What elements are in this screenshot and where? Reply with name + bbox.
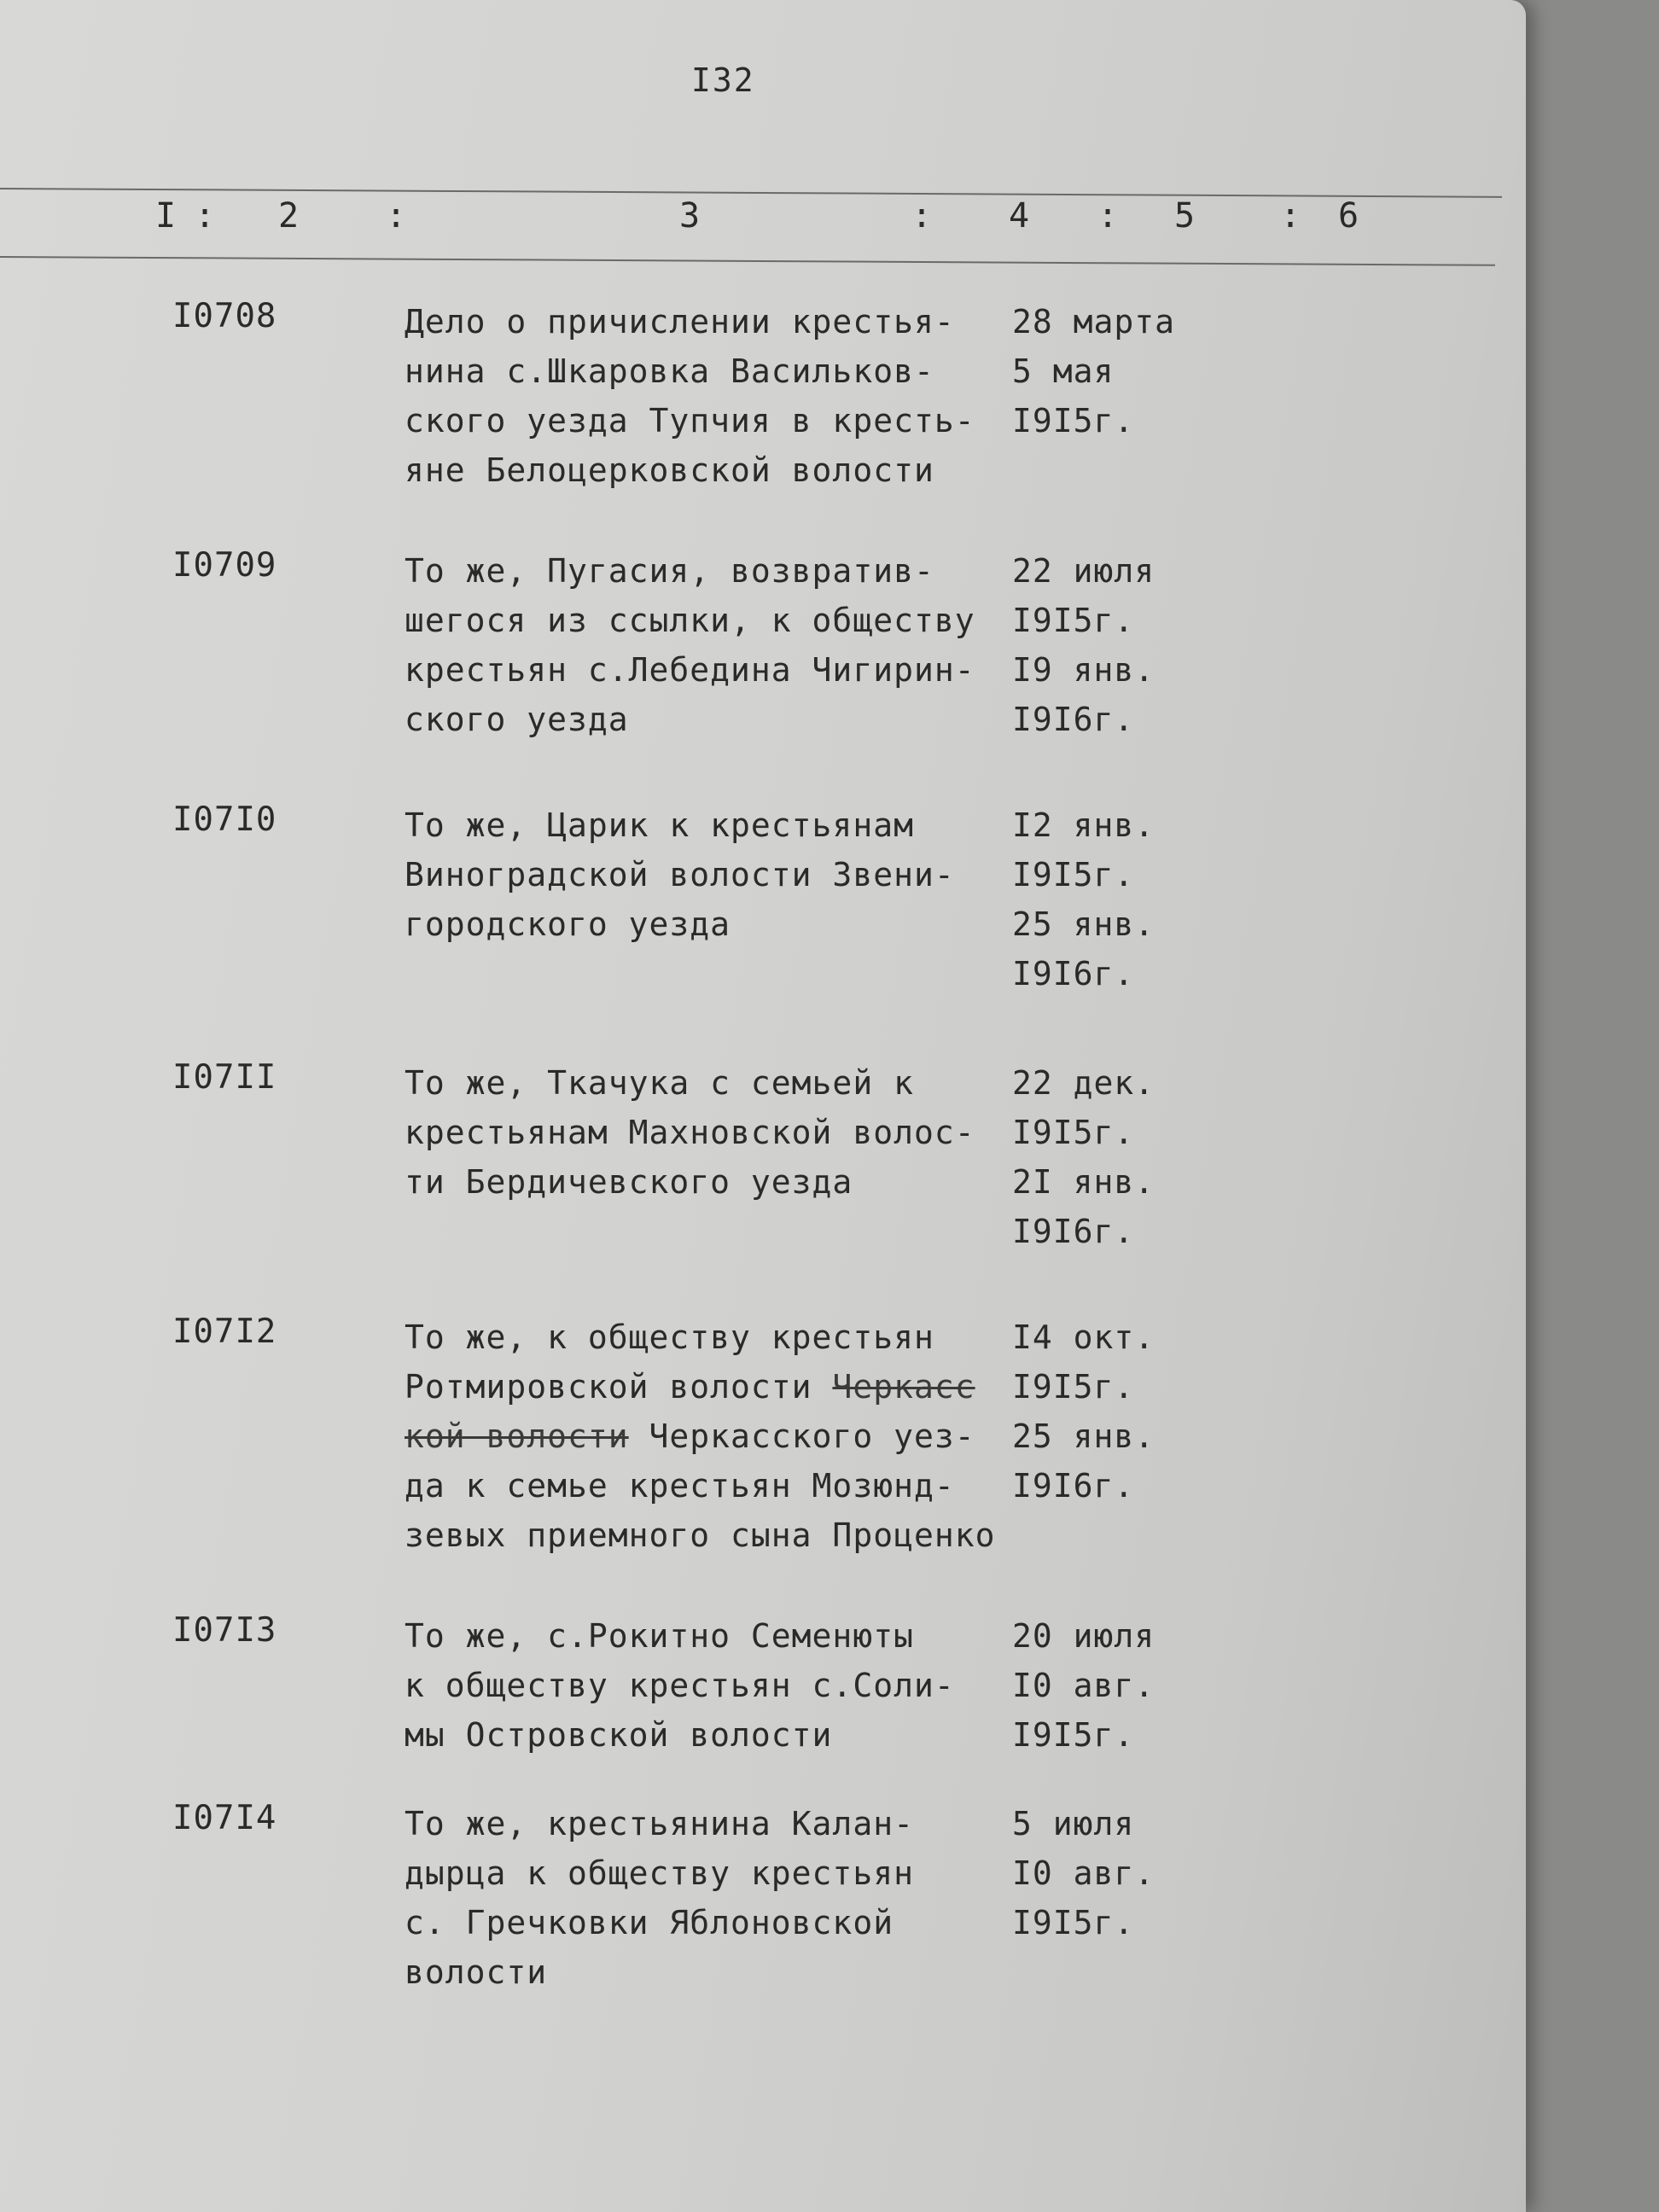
description-line: с. Гречковки Яблоновской [405, 1904, 894, 1941]
entry-number: I07I2 [172, 1313, 277, 1351]
description-line: То же, крестьянина Калан- [405, 1805, 914, 1842]
date-line: I9I6г. [1012, 1213, 1135, 1250]
description-line: шегося из ссылки, к обществу [405, 602, 975, 639]
date-line: I9I5г. [1012, 1114, 1135, 1151]
entry-description [405, 1313, 995, 1560]
date-line: 25 янв. [1012, 905, 1155, 943]
date-line: I9I5г. [1012, 1368, 1135, 1406]
date-line: 20 июля [1012, 1617, 1155, 1655]
column-separator: : [386, 196, 407, 236]
struck-through-text: кой волости [405, 1417, 629, 1455]
entry-number: I07I4 [172, 1799, 277, 1837]
date-line: I9I5г. [1012, 402, 1135, 439]
column-header-1: I [155, 196, 177, 236]
entry-dates [1012, 1611, 1155, 1760]
description-line: крестьян с.Лебедина Чигирин- [405, 651, 975, 689]
column-header-5: 5 [1174, 196, 1196, 236]
entry-dates [1012, 1313, 1155, 1511]
date-line: I9I6г. [1012, 955, 1135, 992]
date-line: I9I6г. [1012, 1467, 1135, 1505]
column-header-3: 3 [679, 196, 701, 236]
column-header-2: 2 [278, 196, 300, 236]
date-line: I4 окт. [1012, 1318, 1155, 1356]
description-line: мы Островской волости [405, 1716, 833, 1754]
description-line: То же, с.Рокитно Семенюты [405, 1617, 914, 1655]
header-rule-bottom [0, 256, 1495, 266]
description-line: Дело о причислении крестья- [405, 303, 955, 341]
date-line: 5 июля [1012, 1805, 1135, 1842]
column-separator: : [911, 196, 933, 236]
description-line [405, 1412, 995, 1461]
description-line: То же, Пугасия, возвратив- [405, 552, 934, 590]
entry-dates [1012, 1058, 1155, 1256]
date-line: I9I5г. [1012, 602, 1135, 639]
entry-number: I07II [172, 1058, 277, 1097]
description-line: волости [405, 1953, 548, 1991]
entry-dates [1012, 546, 1155, 744]
entry-description [405, 1611, 955, 1760]
struck-through-text: Черкасс [832, 1368, 975, 1406]
page-number: I32 [691, 61, 755, 99]
description-line: То же, Царик к крестьянам [405, 806, 914, 844]
entry-number: I0709 [172, 546, 277, 585]
date-line: 28 марта [1012, 303, 1176, 341]
entry-dates [1012, 297, 1175, 445]
description-line: ти Бердичевского уезда [405, 1163, 853, 1201]
description-line: То же, к обществу крестьян [405, 1318, 934, 1356]
description-line: к обществу крестьян с.Соли- [405, 1667, 955, 1704]
description-line: крестьянам Махновской волос- [405, 1114, 975, 1151]
date-line: 25 янв. [1012, 1417, 1155, 1455]
entry-description [405, 1058, 975, 1207]
entry-description [405, 546, 975, 744]
entry-number: I0708 [172, 297, 277, 335]
column-separator: : [1097, 196, 1119, 236]
date-line: I9I5г. [1012, 1716, 1135, 1754]
description-line: городского уезда [405, 905, 731, 943]
description-line: нина с.Шкаровка Васильков- [405, 352, 934, 390]
description-line: Виноградской волости Звени- [405, 856, 955, 894]
description-line: То же, Ткачука с семьей к [405, 1064, 914, 1102]
date-line: I2 янв. [1012, 806, 1155, 844]
column-header-6: 6 [1338, 196, 1359, 236]
column-header-4: 4 [1009, 196, 1030, 236]
description-line: ского уезда [405, 701, 629, 738]
entry-dates [1012, 800, 1155, 998]
entry-dates [1012, 1799, 1155, 1947]
entry-description [405, 297, 975, 495]
header-rule-top [0, 188, 1502, 198]
date-line: I9I5г. [1012, 856, 1135, 894]
column-separator: : [195, 196, 216, 236]
date-line: 22 дек. [1012, 1064, 1155, 1102]
column-separator: : [1280, 196, 1301, 236]
date-line: I9I6г. [1012, 701, 1135, 738]
date-line: I9I5г. [1012, 1904, 1135, 1941]
description-line: яне Белоцерковской волости [405, 451, 934, 489]
entry-number: I07I3 [172, 1611, 277, 1650]
description-line [405, 1362, 995, 1412]
entry-number: I07I0 [172, 800, 277, 839]
date-line: I9 янв. [1012, 651, 1155, 689]
description-line: зевых приемного сына Проценко [405, 1516, 996, 1554]
description-line: да к семье крестьян Мозюнд- [405, 1467, 955, 1505]
description-text: Ротмировской волости [405, 1368, 833, 1406]
date-line: 5 мая [1012, 352, 1115, 390]
entry-description [405, 800, 955, 949]
description-line: дырца к обществу крестьян [405, 1854, 914, 1892]
date-line: I0 авг. [1012, 1854, 1155, 1892]
description-line: ского уезда Тупчия в кресть- [405, 402, 975, 439]
date-line: I0 авг. [1012, 1667, 1155, 1704]
date-line: 2I янв. [1012, 1163, 1155, 1201]
description-text: Черкасского уез- [628, 1417, 975, 1455]
date-line: 22 июля [1012, 552, 1155, 590]
entry-description [405, 1799, 914, 1997]
